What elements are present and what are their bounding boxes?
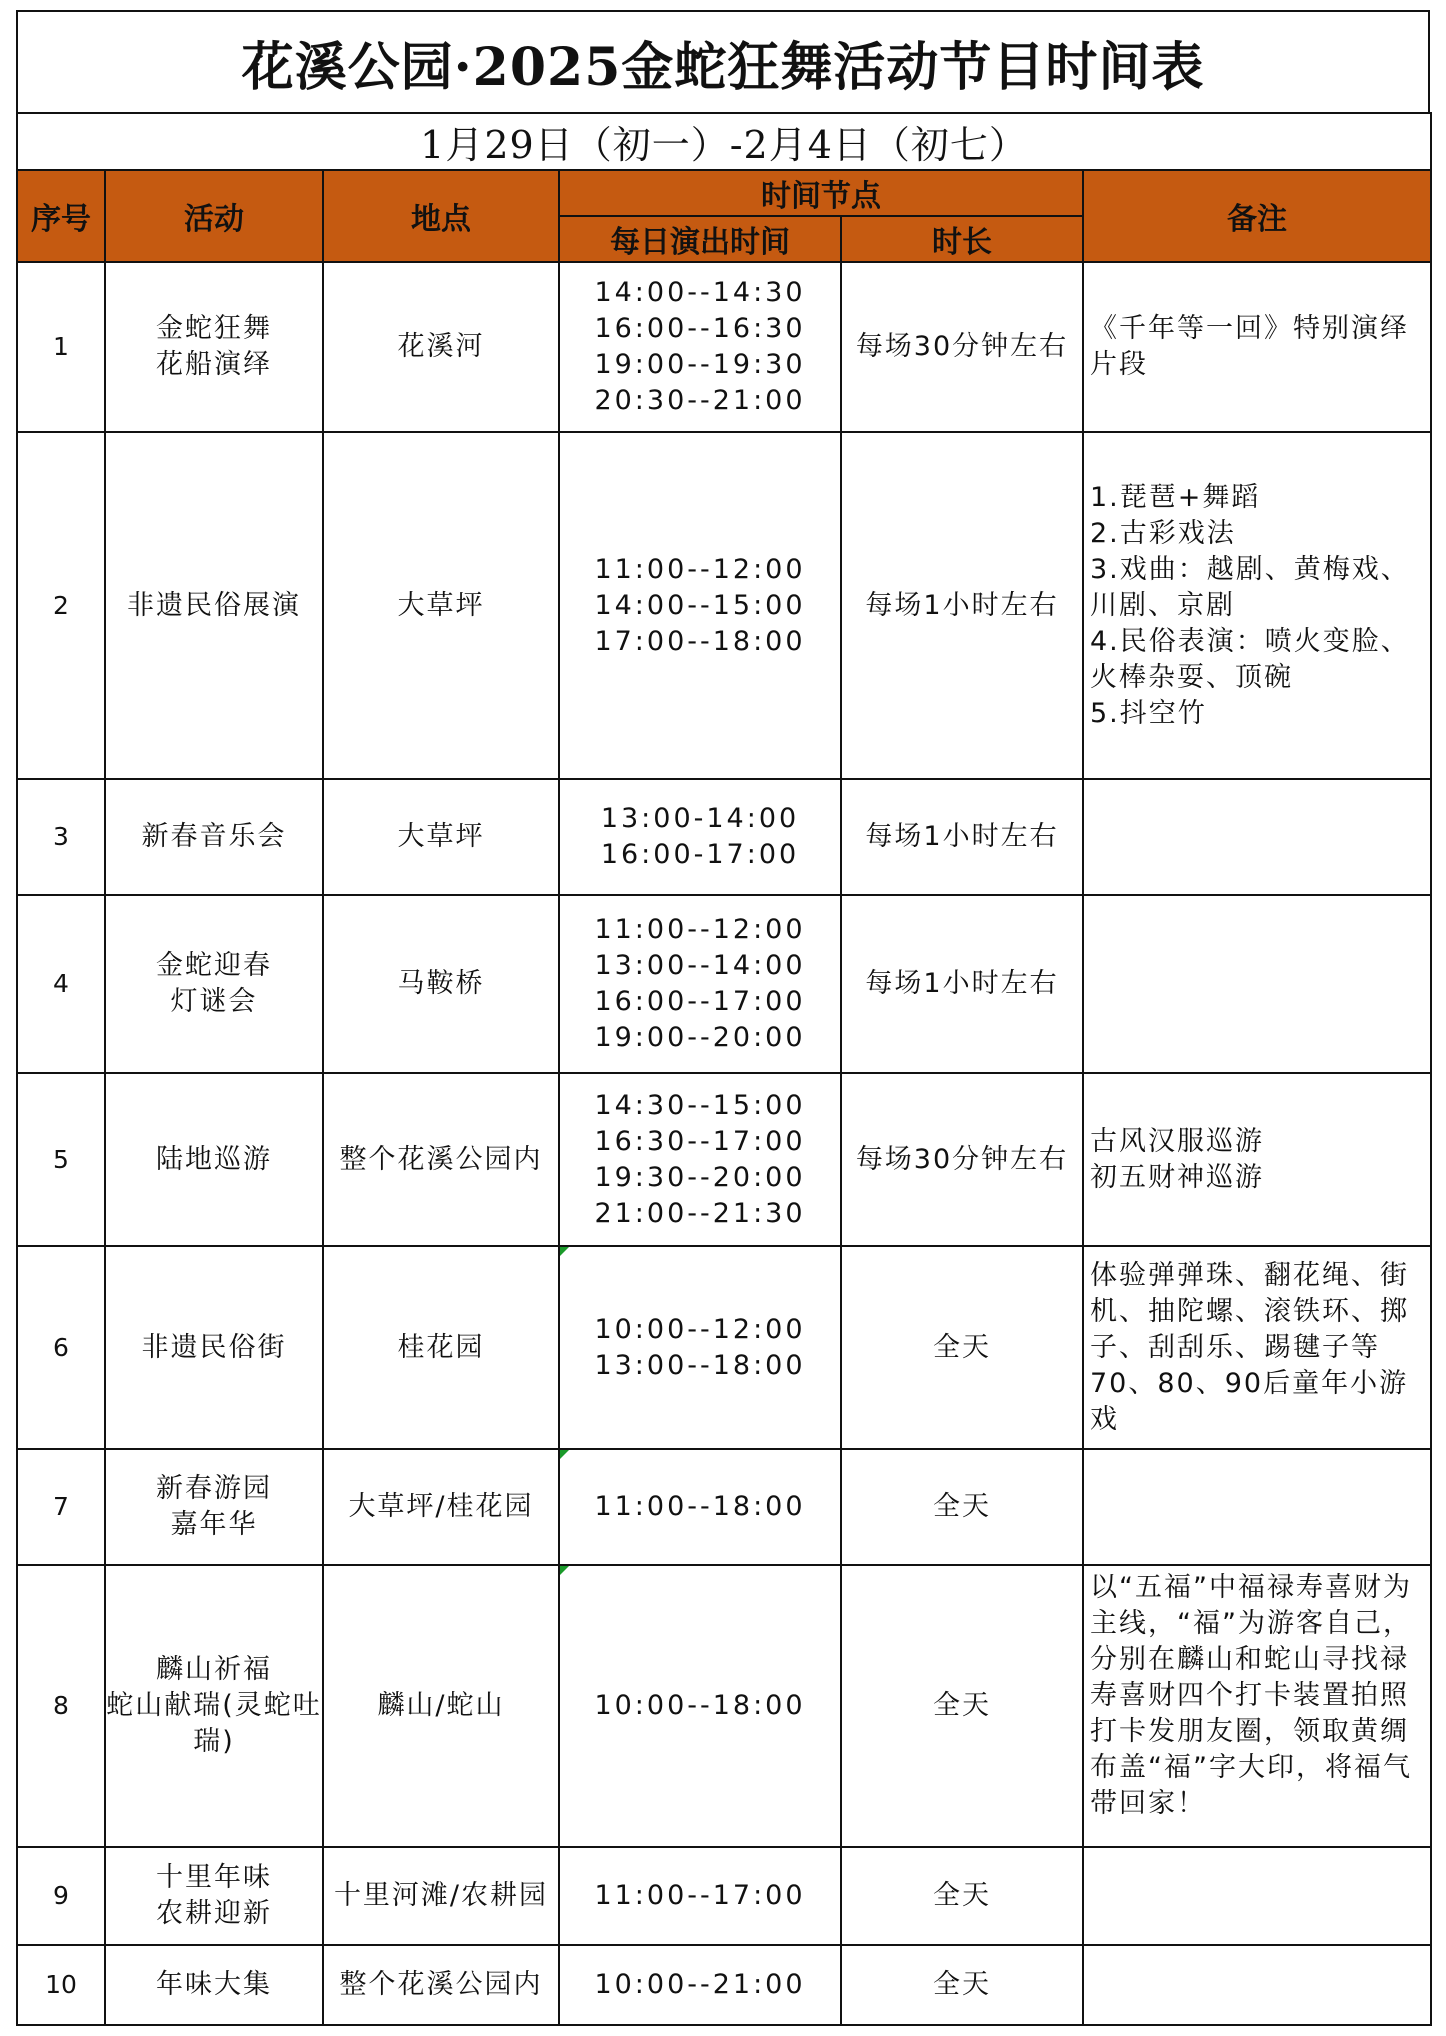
row-activity: 非遗民俗展演 (105, 432, 323, 779)
row-times: 10:00--18:00 (559, 1565, 841, 1847)
table-row (17, 1449, 1431, 1565)
row-note (1083, 1945, 1431, 2025)
header-activity: 活动 (105, 170, 323, 262)
header-seq: 序号 (17, 170, 105, 262)
row-activity: 麟山祈福 蛇山献瑞(灵蛇吐瑞) (105, 1565, 323, 1847)
row-activity: 非遗民俗街 (105, 1246, 323, 1449)
row-seq: 3 (17, 779, 105, 895)
header-duration: 时长 (841, 216, 1083, 262)
row-duration: 全天 (841, 1565, 1083, 1847)
row-note (1083, 895, 1431, 1073)
row-location: 大草坪 (323, 779, 559, 895)
row-activity: 新春游园 嘉年华 (105, 1449, 323, 1565)
header-row (17, 170, 1431, 216)
table-row (17, 779, 1431, 895)
row-duration: 全天 (841, 1847, 1083, 1945)
row-times: 10:00--21:00 (559, 1945, 841, 2025)
page-title: 花溪公园·2025金蛇狂舞活动节目时间表 (16, 10, 1430, 112)
row-activity: 新春音乐会 (105, 779, 323, 895)
row-location: 整个花溪公园内 (323, 1073, 559, 1246)
row-times: 14:30--15:00 16:30--17:00 19:30--20:00 21:00--21:30 (559, 1073, 841, 1246)
header-daily-time: 每日演出时间 (559, 216, 841, 262)
table-row (17, 1847, 1431, 1945)
row-times: 11:00--18:00 (559, 1449, 841, 1565)
row-times: 10:00--12:00 13:00--18:00 (559, 1246, 841, 1449)
header-location: 地点 (323, 170, 559, 262)
table-row (17, 1246, 1431, 1449)
row-seq: 4 (17, 895, 105, 1073)
row-note (1083, 1449, 1431, 1565)
row-times: 11:00--12:00 13:00--14:00 16:00--17:00 19:00--20:00 (559, 895, 841, 1073)
row-duration: 每场30分钟左右 (841, 262, 1083, 432)
header-note: 备注 (1083, 170, 1431, 262)
row-duration: 全天 (841, 1449, 1083, 1565)
table-row (17, 432, 1431, 779)
row-note: 以“五福”中福禄寿喜财为主线，“福”为游客自己，分别在麟山和蛇山寻找禄寿喜财四个打卡装置拍照打卡发朋友圈，领取黄绸布盖“福”字大印，将福气带回家！ (1083, 1565, 1431, 1847)
row-times: 11:00--17:00 (559, 1847, 841, 1945)
row-activity: 金蛇狂舞 花船演绎 (105, 262, 323, 432)
row-note: 古风汉服巡游 初五财神巡游 (1083, 1073, 1431, 1246)
date-range-row (17, 113, 1431, 170)
row-activity: 金蛇迎春 灯谜会 (105, 895, 323, 1073)
header-time-group: 时间节点 (559, 170, 1083, 216)
row-location: 麟山/蛇山 (323, 1565, 559, 1847)
row-location: 马鞍桥 (323, 895, 559, 1073)
row-location: 花溪河 (323, 262, 559, 432)
table-row (17, 1565, 1431, 1847)
row-times: 11:00--12:00 14:00--15:00 17:00--18:00 (559, 432, 841, 779)
row-seq: 10 (17, 1945, 105, 2025)
row-duration: 每场1小时左右 (841, 432, 1083, 779)
row-note: 体验弹弹珠、翻花绳、街机、抽陀螺、滚铁环、掷子、刮刮乐、踢毽子等70、80、90后童年小游戏 (1083, 1246, 1431, 1449)
row-note: 1.琵琶+舞蹈 2.古彩戏法 3.戏曲：越剧、黄梅戏、川剧、京剧 4.民俗表演：喷火变脸、火棒杂耍、顶碗 5.抖空竹 (1083, 432, 1431, 779)
row-note (1083, 1847, 1431, 1945)
row-activity: 年味大集 (105, 1945, 323, 2025)
row-seq: 1 (17, 262, 105, 432)
row-location: 大草坪/桂花园 (323, 1449, 559, 1565)
row-seq: 7 (17, 1449, 105, 1565)
row-activity: 十里年味 农耕迎新 (105, 1847, 323, 1945)
row-seq: 6 (17, 1246, 105, 1449)
row-location: 桂花园 (323, 1246, 559, 1449)
table-row (17, 262, 1431, 432)
row-seq: 2 (17, 432, 105, 779)
row-seq: 8 (17, 1565, 105, 1847)
row-location: 大草坪 (323, 432, 559, 779)
table-row (17, 1945, 1431, 2025)
row-activity: 陆地巡游 (105, 1073, 323, 1246)
row-duration: 每场1小时左右 (841, 779, 1083, 895)
row-seq: 5 (17, 1073, 105, 1246)
schedule-table (16, 112, 1432, 2026)
row-note (1083, 779, 1431, 895)
table-row (17, 895, 1431, 1073)
row-duration: 每场30分钟左右 (841, 1073, 1083, 1246)
schedule-sheet (16, 10, 1430, 2026)
table-row (17, 1073, 1431, 1246)
date-range: 1月29日（初一）-2月4日（初七） (17, 113, 1431, 170)
row-location: 整个花溪公园内 (323, 1945, 559, 2025)
row-note: 《千年等一回》特别演绎片段 (1083, 262, 1431, 432)
row-duration: 全天 (841, 1246, 1083, 1449)
row-location: 十里河滩/农耕园 (323, 1847, 559, 1945)
row-times: 13:00-14:00 16:00-17:00 (559, 779, 841, 895)
row-duration: 全天 (841, 1945, 1083, 2025)
row-times: 14:00--14:30 16:00--16:30 19:00--19:30 20:30--21:00 (559, 262, 841, 432)
row-seq: 9 (17, 1847, 105, 1945)
row-duration: 每场1小时左右 (841, 895, 1083, 1073)
